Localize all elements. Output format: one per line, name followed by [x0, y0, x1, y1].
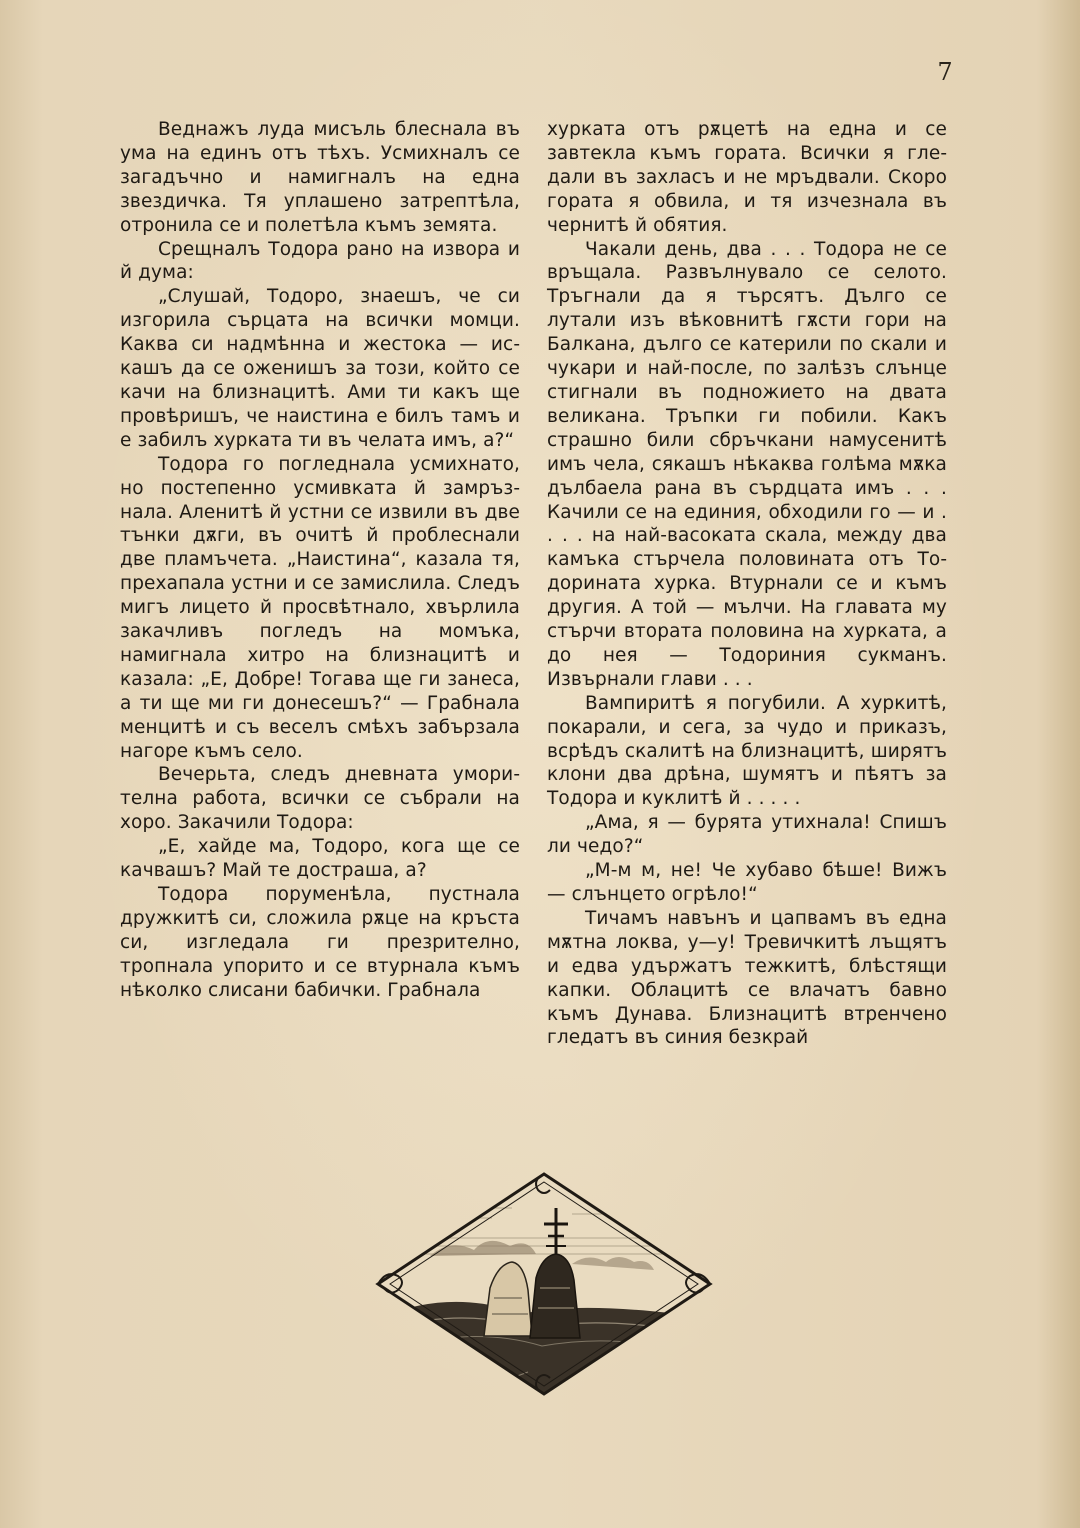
- paragraph: Тичамъ навънъ и цапвамъ въ една мѫтна локва, у—у! Тревичкитѣ лъщятъ и едва удържатъ тежкитѣ, блѣстящи капки. Облацитѣ се влачатъ бавно къмъ Дунава. Близнацитѣ втренчено гледатъ въ синия безкрай: [547, 907, 947, 1049]
- paragraph: Тодора поруменѣла, пустнала дружкитѣ си, сложила рѫце на кръста си, изгледала ги презрително, тропнала упорито и се втурнала къмъ нѣколко слисани бабички. Грабнала: [120, 884, 520, 1001]
- paragraph: „Ама, я — бурята утихнала! Спишъ ли чедо?“: [547, 812, 947, 858]
- paragraph: „Слушай, Тодоро, знаешъ, че си изгорила сърцата на всички момци. Каква си надмѣнна и жестока — искашъ да се оженишъ за този, който се качи на близнацитѣ. Ами ти какъ ще провѣришъ, че наистина е билъ тамъ и е забилъ хурката ти въ челата имъ, а?“: [120, 286, 520, 451]
- right-text-column: [547, 118, 947, 1050]
- paragraph: „Е, хайде ма, Тодоро, кога ще се качвашъ? Май те достраша, а?: [120, 836, 520, 882]
- page-number: 7: [937, 58, 953, 86]
- paragraph: „М-м м, не! Че хубаво бѣше! Вижъ — слънцето огрѣло!“: [547, 860, 947, 905]
- paragraph: Тодора го погледнала усмихнато, но постепенно усмивката й замръзнала. Аленитѣ й устни се извили въ две тънки дѫги, въ очитѣ й проблеснали две пламъчета. „Наистина“, казала тя, прехапала устни и се замислила. Следъ мигъ лицето й просвѣтнало, хвърлила закачливъ погледъ на момъка, намигнала хитро на близнацитѣ и казала: „Е, Добре! Тогава ще ги занеса, а ти ще ми ги донесешъ?“ — Грабнала менцитѣ и съ веселъ смѣхъ забързала нагоре къмъ село.: [120, 453, 520, 762]
- left-text-column: [120, 118, 520, 1003]
- paragraph: Вампиритѣ я погубили. А хуркитѣ, покарали, и сега, за чудо и приказъ, всрѣдъ скалитѣ на близнацитѣ, ширятъ клони два дрѣна, шумятъ и пѣятъ за Тодора и куклитѣ й . . . . .: [547, 692, 947, 810]
- paragraph: Срещналъ Тодора рано на извора и й дума:: [120, 238, 520, 284]
- paragraph: Веднажъ луда мисъль блеснала въ ума на единъ отъ тѣхъ. Усмихналъ се загадъчно и намигналъ на една звездичка. Тя уплашено затрептѣла, отронила се и полетѣла къмъ земята.: [120, 119, 520, 236]
- paragraph: Чакали день, два . . . Тодора не се връщала. Развълнувало се селото. Тръгнали да я търсятъ. Дълго се лутали изъ вѣковнитѣ гѫсти гори на Балкана, дълго се катерили по скали и чукари и най-после, по залѣзъ слънце стигнали въ подножието на двата великана. Тръпки ги побили. Какъ страшно били сбръчкани намусенитѣ имъ чела, сякашъ нѣкаква голѣма мѫка дълбаела рана въ сърдцата имъ . . . Качили се на единия, обходили го — и . . . . на най-васоката скала, между два камъка стърчела половината отъ Тодорината хурка. Втурнали се и къмъ другия. А той — мълчи. На главата му стърчи втората половина на хурката, а до нея — Тодориния сукманъ. Извърнали глави . . .: [547, 238, 947, 690]
- paragraph: хурката отъ рѫцетѣ на една и се завтекла къмъ гората. Всички я гледали въ захласъ и не мръдвали. Скоро гората я обвила, и тя изчезнала въ чернитѣ й обятия.: [547, 119, 947, 236]
- decorative-vignette-illustration: [372, 1168, 716, 1400]
- paragraph: Вечерьта, следъ дневната уморителна работа, всички се събрали на хоро. Закачили Тодора:: [120, 764, 520, 834]
- vignette-scene: [372, 1168, 716, 1400]
